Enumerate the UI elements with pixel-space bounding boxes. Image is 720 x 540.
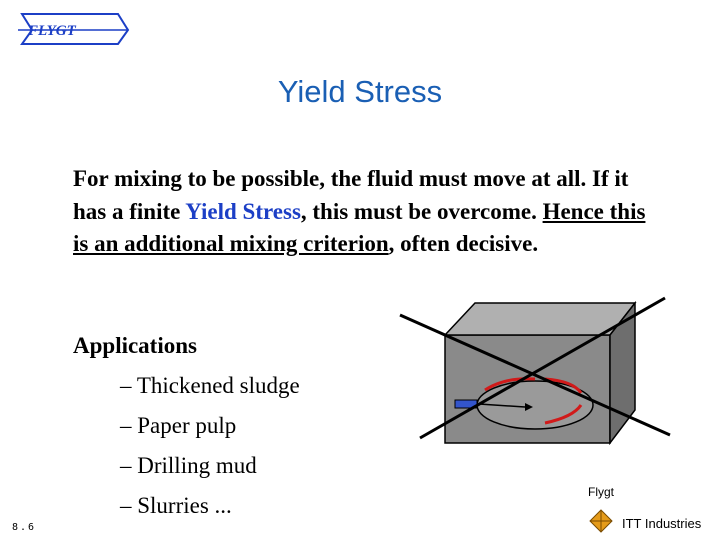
applications-list bbox=[73, 326, 300, 526]
list-item: – Paper pulp bbox=[120, 413, 237, 438]
slide-number: 8.6 bbox=[12, 522, 37, 533]
intro-paragraph: For mixing to be possible, the fluid must move at all. If it has a finite Yield Stress, this must be overcome. Hence this is an additional mixing criterion, often decisive. bbox=[73, 166, 646, 256]
list-item: – Drilling mud bbox=[120, 453, 257, 478]
list-item: – Thickened sludge bbox=[120, 373, 300, 398]
slide-title: Yield Stress bbox=[277, 74, 443, 109]
footer-brand: Flygt bbox=[588, 485, 615, 499]
flygt-logo bbox=[18, 8, 130, 48]
tank-mixing-diagram bbox=[395, 295, 675, 445]
yield-stress-term: Yield Stress bbox=[185, 198, 301, 224]
list-item: – Slurries ... bbox=[120, 493, 232, 518]
applications-heading: Applications bbox=[73, 333, 197, 358]
underlined-criterion: Hence this is an additional mixing criterion bbox=[73, 198, 646, 256]
logo-text: FLYGT bbox=[28, 23, 76, 39]
footer-company: ITT Industries bbox=[622, 516, 702, 531]
